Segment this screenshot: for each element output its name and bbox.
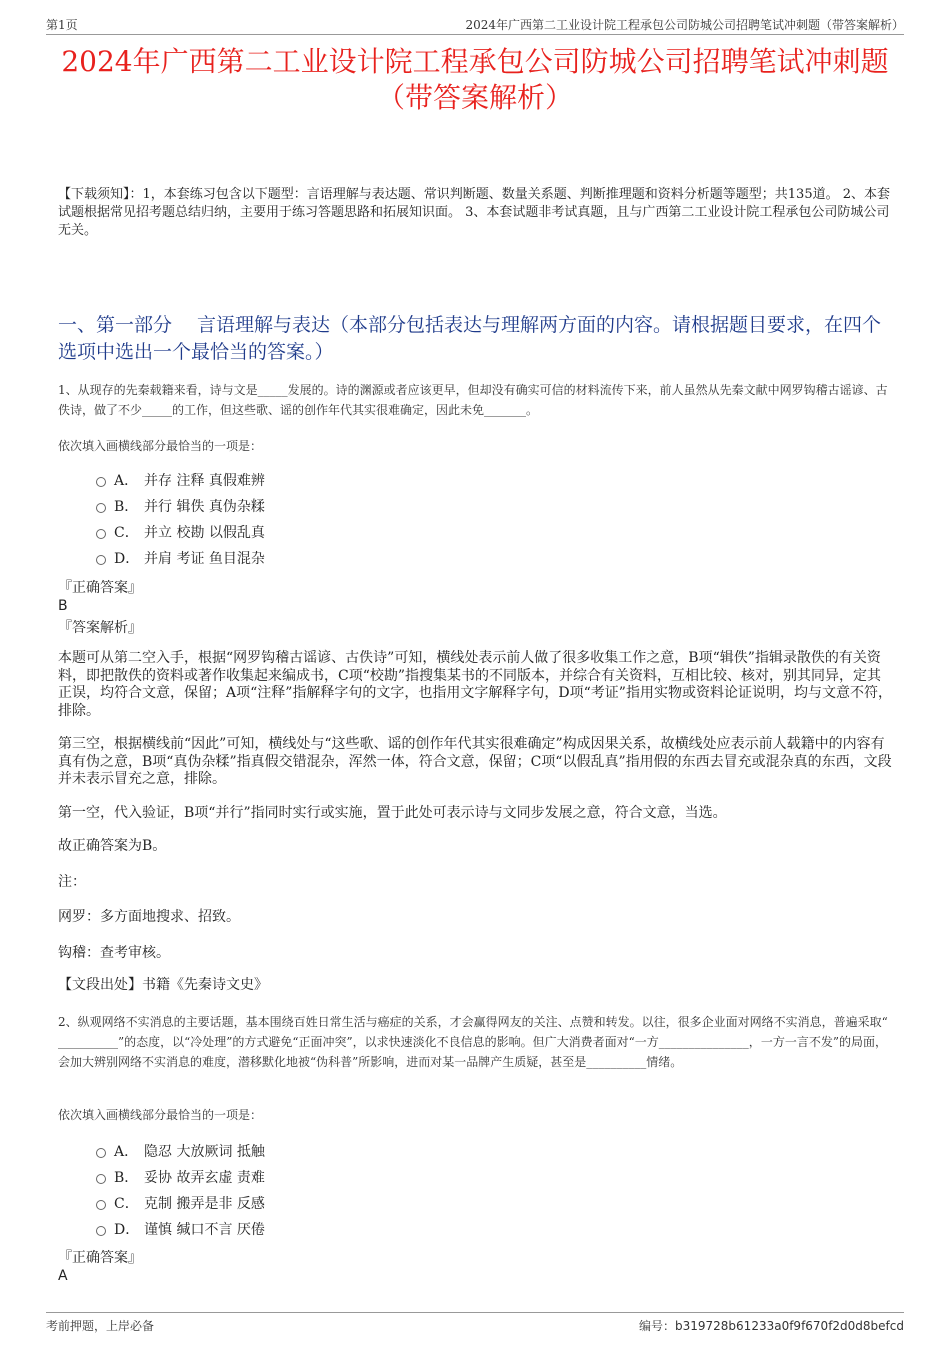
option-letter: B． xyxy=(114,499,139,515)
q1-option-c[interactable] xyxy=(96,519,265,545)
footer-code xyxy=(639,1317,904,1334)
q1-analysis-label: 『答案解析』 xyxy=(58,620,142,636)
question-2-text: 2、纵观网络不实消息的主要话题，基本围绕百姓日常生活与癌症的关系，才会赢得网友的关注、点赞和转发。以往，很多企业面对网络不实消息，普遍采取“ __________”的态度，以“冷处理”的方式避免“正面冲突”，以求快速淡化不良信息的影响。但广大消费者面对“一方_______________，一方一言不发”的局面，会加大辨别网络不实消息的难度，潜移默化地被“伪科普”所影响，进而对某一品牌产生质疑，甚至是__________情绪。 xyxy=(58,1015,888,1069)
radio-icon[interactable] xyxy=(96,555,106,565)
option-text: 隐忍 大放厥词 抵触 xyxy=(144,1144,265,1160)
radio-icon[interactable] xyxy=(96,529,106,539)
footer-code-label: 编号： xyxy=(638,1319,675,1333)
q1-answer-label: 『正确答案』 xyxy=(58,580,142,596)
radio-icon[interactable] xyxy=(96,1148,106,1158)
analysis-paragraph: 第三空，根据横线前“因此”可知，横线处与“这些歌、谣的创作年代其实很难确定”构成因果关系，故横线处应表示前人载籍中的内容有真有伪之意，B项“真伪杂糅”指真假交错混杂，浑然一体，符合文意，保留；C项“以假乱真”指用假的东西去冒充或混杂真的东西，文段并未表示冒充之意，排除。 xyxy=(58,736,892,787)
footer-slogan: 考前押题，上岸必备 xyxy=(46,1319,155,1333)
option-text: 并立 校勘 以假乱真 xyxy=(144,525,265,541)
option-text: 并行 辑佚 真伪杂糅 xyxy=(144,499,265,515)
q2-option-d[interactable] xyxy=(96,1216,265,1242)
radio-icon[interactable] xyxy=(96,1200,106,1210)
option-text: 克制 搬弄是非 反感 xyxy=(144,1196,265,1212)
question-1-text: 1、从现存的先秦载籍来看，诗与文是_____发展的。诗的渊源或者应该更早，但却没有确实可信的材料流传下来，前人虽然从先秦文献中网罗钩稽古谣谚、古佚诗，做了不少_____的工作，但这些歌、谣的创作年代其实很难确定，因此未免_______。 xyxy=(58,383,888,417)
section-heading: 一、第一部分 言语理解与表达（本部分包括表达与理解两方面的内容。请根据题目要求，在四个选项中选出一个最恰当的答案。） xyxy=(58,314,882,363)
page-header xyxy=(46,14,904,35)
radio-icon[interactable] xyxy=(96,477,106,487)
analysis-paragraph: 网罗：多方面地搜求、招致。 xyxy=(58,909,240,925)
footer-code-value: b319728b61233a0f9f670f2d0d8befcd xyxy=(675,1319,904,1333)
option-letter: D． xyxy=(114,1222,140,1238)
page-number: 第1页 xyxy=(46,18,78,32)
question-1-options xyxy=(96,467,265,571)
page-footer xyxy=(46,1312,904,1335)
q2-option-b[interactable] xyxy=(96,1164,265,1190)
download-notice: 【下载须知】：1，本套练习包含以下题型：言语理解与表达题、常识判断题、数量关系题、判断推理题和资料分析题等题型；共135道。 2、本套试题根据常见招考题总结归纳，主要用于练习答题思路和拓展知识面。 3、本套试题非考试真题，且与广西第二工业设计院工程承包公司防城公司无关。 xyxy=(58,187,890,238)
radio-icon[interactable] xyxy=(96,1174,106,1184)
analysis-paragraph: 注： xyxy=(58,873,86,890)
q2-answer-value: A xyxy=(58,1268,68,1284)
analysis-paragraph: 钩稽：查考审核。 xyxy=(58,944,170,961)
option-letter: A． xyxy=(114,473,139,489)
option-letter: D． xyxy=(114,551,140,567)
option-text: 并肩 考证 鱼目混杂 xyxy=(144,551,265,567)
q1-option-b[interactable] xyxy=(96,493,265,519)
document-title: 2024年广西第二工业设计院工程承包公司防城公司招聘笔试冲刺题（带答案解析） xyxy=(61,45,889,114)
q2-option-a[interactable] xyxy=(96,1138,265,1164)
option-letter: C． xyxy=(114,525,139,541)
question-2-options xyxy=(96,1138,265,1242)
q1-option-a[interactable] xyxy=(96,467,265,493)
analysis-paragraph: 本题可从第二空入手，根据“网罗钩稽古谣谚、古佚诗”可知，横线处表示前人做了很多收集工作之意，B项“辑佚”指辑录散佚的有关资料，即把散佚的资料或著作收集起来编成书，C项“校勘”指搜集某书的不同版本，并综合有关资料，互相比较、核对，别其同异，定其正误，均符合文意，保留；A项“注释”指解释字句的文字，也指用文字解释字句，D项“考证”指用实物或资料论证说明，均与文意不符，排除。 xyxy=(58,650,892,719)
option-text: 谨慎 缄口不言 厌倦 xyxy=(144,1222,265,1238)
header-doc-title: 2024年广西第二工业设计院工程承包公司防城公司招聘笔试冲刺题（带答案解析） xyxy=(465,18,904,32)
analysis-paragraph: 故正确答案为B。 xyxy=(58,838,167,854)
option-text: 并存 注释 真假难辨 xyxy=(144,473,265,489)
option-letter: C． xyxy=(114,1196,139,1212)
q2-answer-label: 『正确答案』 xyxy=(58,1250,142,1266)
option-text: 妥协 故弄玄虚 责难 xyxy=(144,1170,265,1186)
q2-option-c[interactable] xyxy=(96,1190,265,1216)
question-1-prompt: 依次填入画横线部分最恰当的一项是： xyxy=(58,439,263,453)
q1-answer-value: B xyxy=(58,598,68,614)
option-letter: A． xyxy=(114,1144,139,1160)
q1-option-d[interactable] xyxy=(96,545,265,571)
question-2-prompt: 依次填入画横线部分最恰当的一项是： xyxy=(58,1108,263,1122)
radio-icon[interactable] xyxy=(96,1226,106,1236)
analysis-paragraph: 第一空，代入验证，B项“并行”指同时实行或实施，置于此处可表示诗与文同步发展之意，符合文意，当选。 xyxy=(58,804,727,821)
q1-source: 【文段出处】书籍《先秦诗文史》 xyxy=(58,977,268,993)
radio-icon[interactable] xyxy=(96,503,106,513)
q1-analysis xyxy=(58,650,894,980)
option-letter: B． xyxy=(114,1170,139,1186)
